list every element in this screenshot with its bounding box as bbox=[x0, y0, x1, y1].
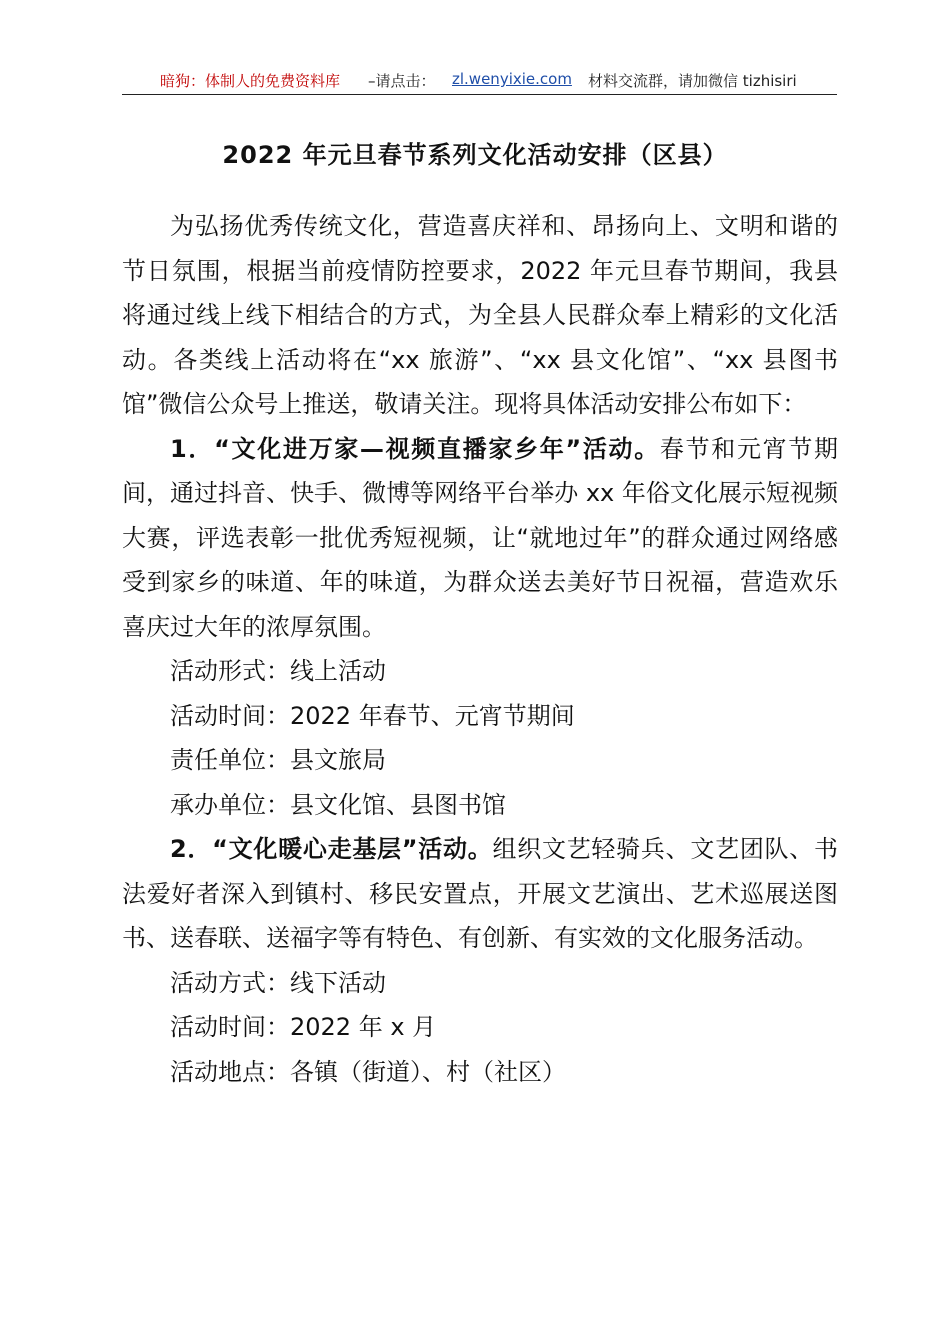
activity-2-paragraph bbox=[122, 827, 838, 961]
header-prompt: –请点击： bbox=[368, 72, 436, 90]
header-link[interactable]: zl.wenyixie.com bbox=[452, 70, 572, 88]
activity-1-field: 承办单位：县文化馆、县图书馆 bbox=[170, 790, 506, 819]
intro-paragraph: 为弘扬优秀传统文化，营造喜庆祥和、昂扬向上、文明和谐的节日氛围，根据当前疫情防控要求，2022 年元旦春节期间，我县将通过线上线下相结合的方式，为全县人民群众奉上精彩的文化活动。各类线上活动将在“xx 旅游”、“xx 县文化馆”、“xx 县图书馆”微信公众号上推送，敬请关注。现将具体活动安排公布如下： bbox=[122, 212, 838, 418]
activity-1-paragraph bbox=[122, 427, 838, 650]
activity-1-field: 责任单位：县文旅局 bbox=[170, 746, 386, 774]
activity-2-heading: 2．“文化暖心走基层”活动。 bbox=[170, 835, 493, 863]
header-contact: 材料交流群，请加微信 tizhisiri bbox=[588, 72, 797, 90]
activity-2-text: 组织文艺轻骑兵、文艺团队、书法爱好者深入到镇村、移民安置点，开展文艺演出、艺术巡展送图书、送春联、送福字等有特色、有创新、有实效的文化服务活动。 bbox=[122, 835, 839, 952]
header-brand: 暗狗：体制人的免费资料库 bbox=[160, 72, 341, 90]
activity-2-field: 活动地点：各镇（街道）、村（社区） bbox=[170, 1057, 566, 1086]
activity-2-field: 活动方式：线下活动 bbox=[170, 968, 386, 997]
activity-1-text: 春节和元宵节期间，通过抖音、快手、微博等网络平台举办 xx 年俗文化展示短视频大赛，评选表彰一批优秀短视频，让“就地过年”的群众通过网络感受到家乡的味道、年的味道，为群众送去美好节日祝福，营造欢乐喜庆过大年的浓厚氛围。 bbox=[122, 434, 839, 641]
activity-1-field: 活动形式：线上活动 bbox=[170, 657, 386, 685]
activity-1-heading: 1．“文化进万家—视频直播家乡年”活动。 bbox=[170, 434, 660, 463]
document-title: 2022 年元旦春节系列文化活动安排（区县） bbox=[222, 141, 728, 169]
activity-2-field: 活动时间：2022 年 x 月 bbox=[170, 1013, 437, 1041]
document-body bbox=[122, 204, 838, 1094]
page-header bbox=[122, 68, 837, 95]
activity-1-field: 活动时间：2022 年春节、元宵节期间 bbox=[170, 701, 575, 730]
